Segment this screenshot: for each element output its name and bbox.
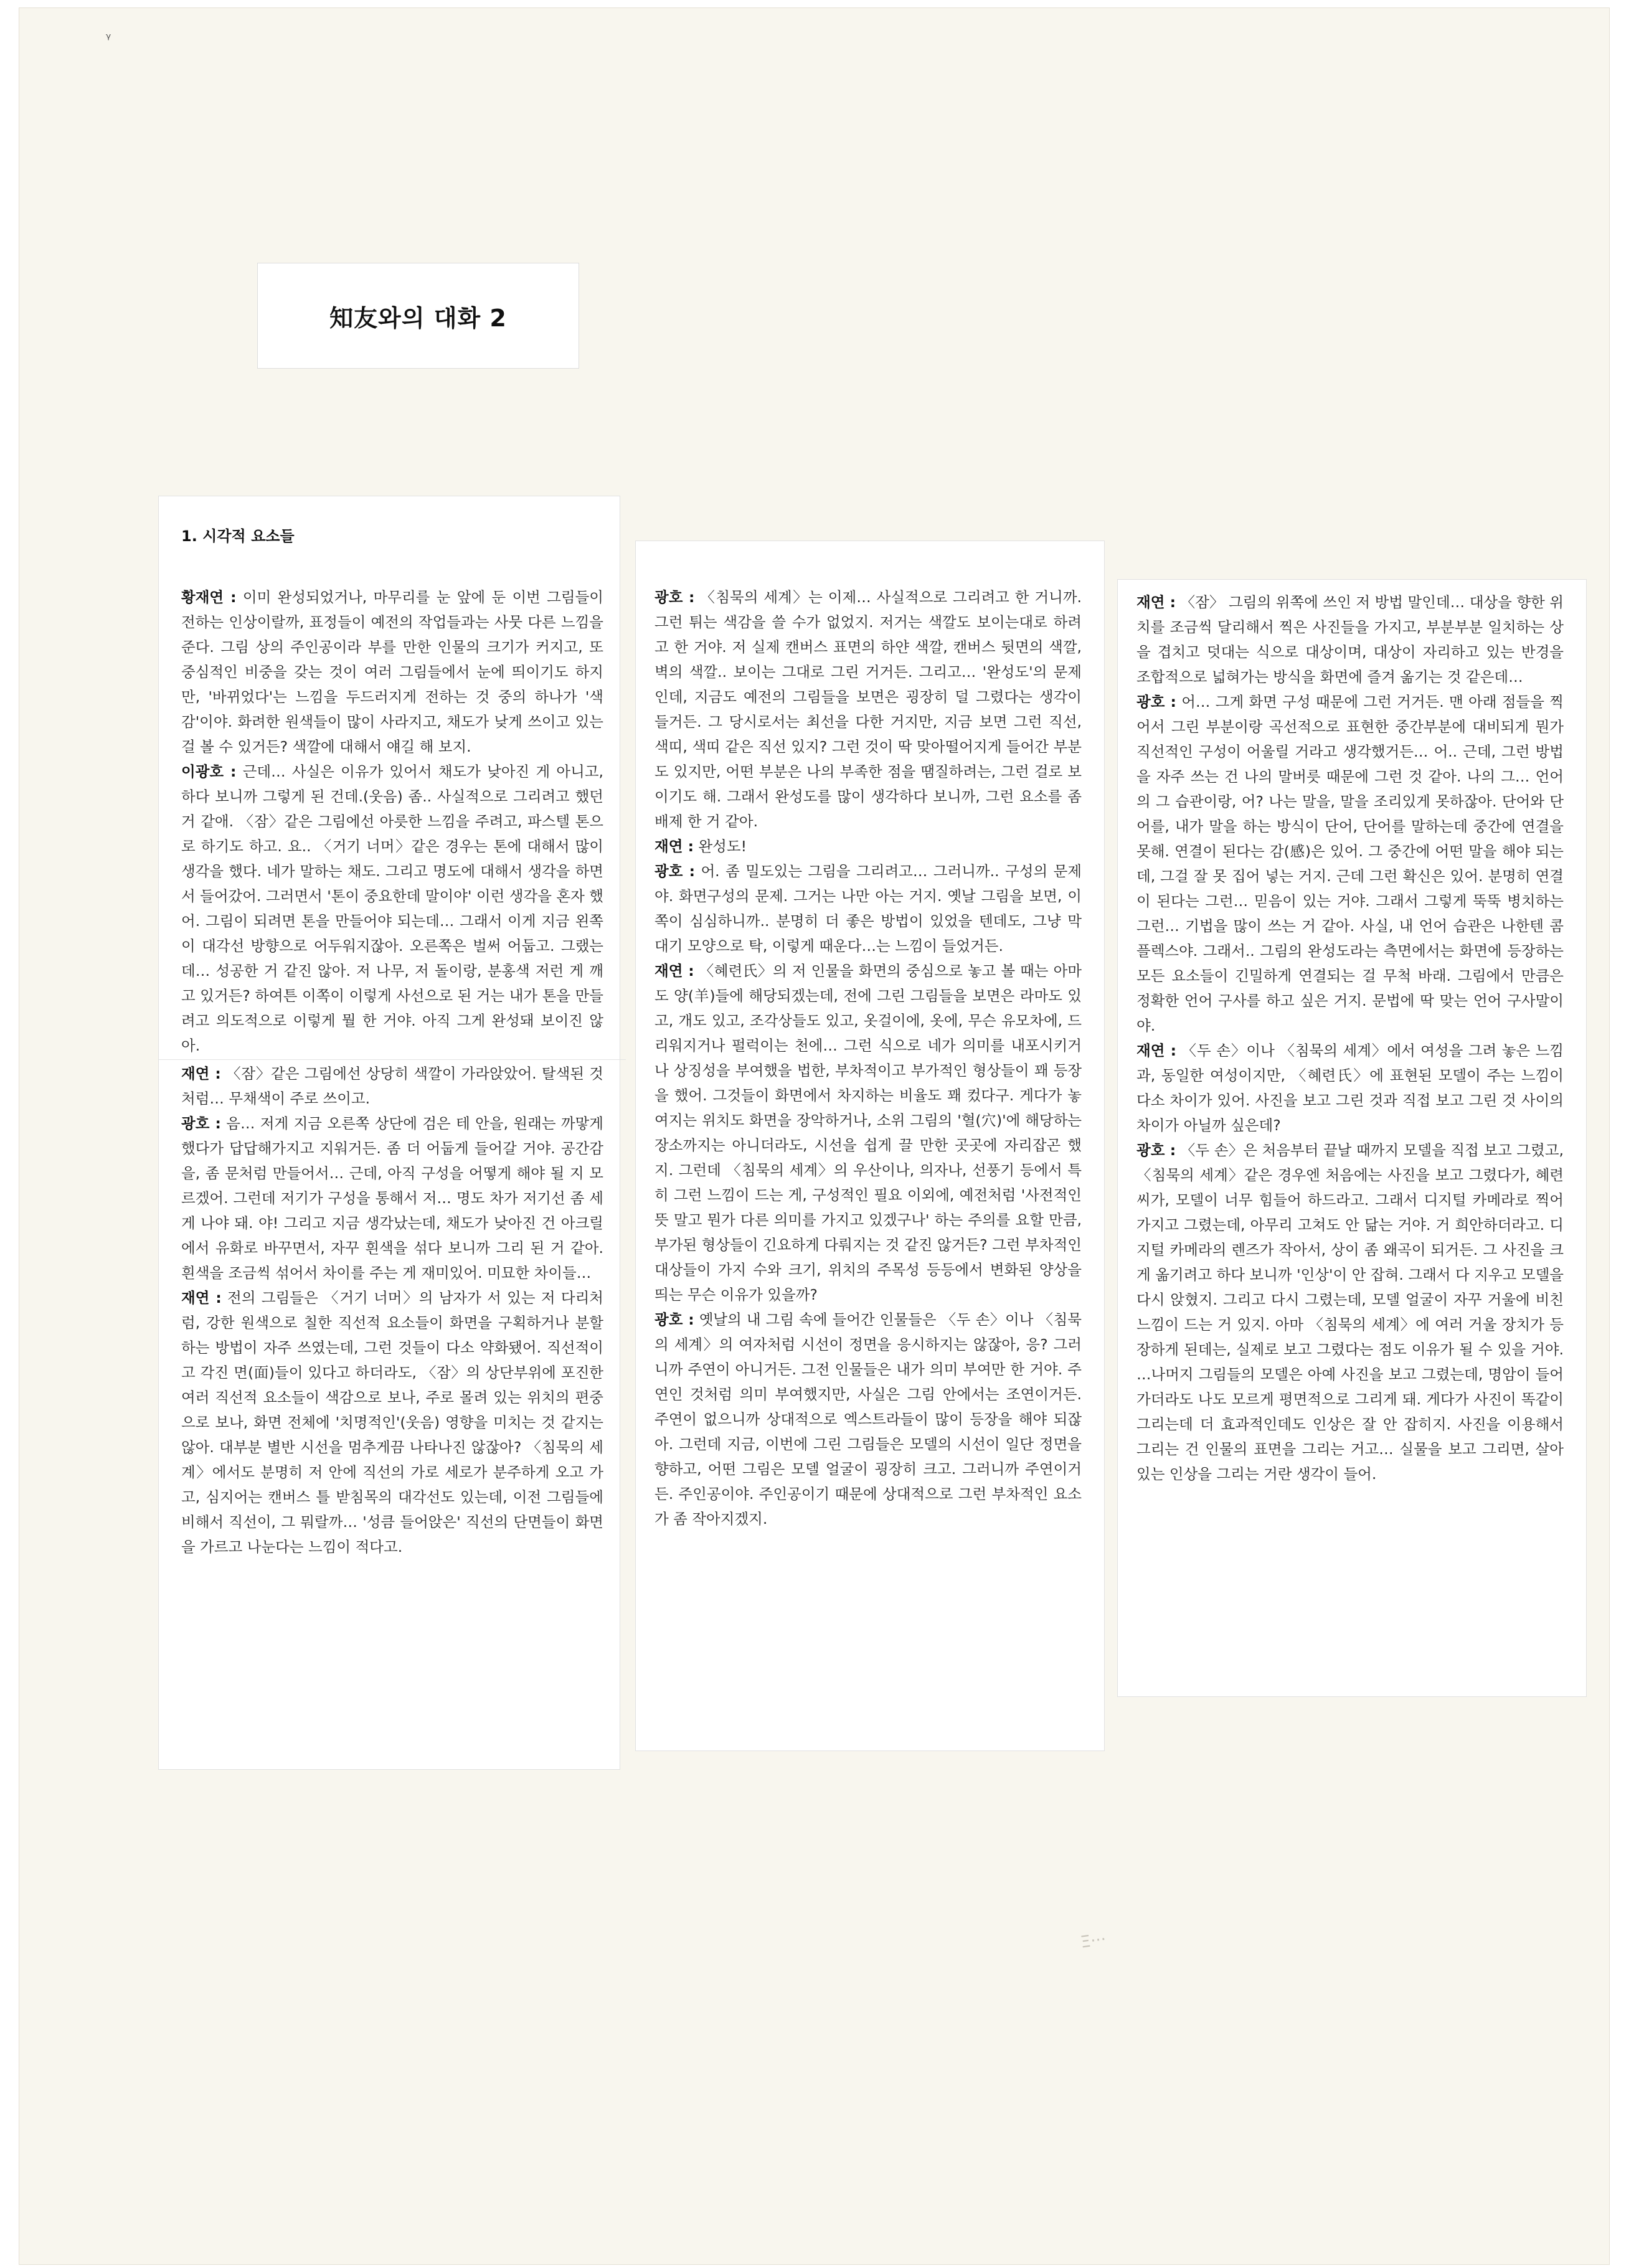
clipping-seam: [159, 1059, 626, 1060]
speaker-label: 재연 :: [1136, 593, 1176, 611]
text-column-3: [1117, 579, 1587, 1697]
corner-mark: ᵞ: [106, 31, 111, 47]
speaker-label: 재연 :: [181, 1289, 222, 1306]
dialogue-text: 옛날의 내 그림 속에 들어간 인물들은 〈두 손〉이나 〈침묵의 세계〉의 여자처럼 시선이 정면을 응시하지는 않잖아, 응? 그러니까 주연이 아니거든. 그전 인물들은 내가 의미 부여만 한 거야. 주연인 것처럼 의미 부여했지만, 사실은 그림 안에서는 조연이거든. 주연이 없으니까 상대적으로 엑스트라들이 많이 등장을 해야 되잖아. 그런데 지금, 이번에 그린 그림들은 모델의 시선이 일단 정면을 향하고, 어떤 그림은 모델 얼굴이 굉장히 크고. 그러니까 주연이거든. 주인공이야. 주인공이기 때문에 상대적으로 그런 부차적인 요소가 좀 작아지겠지.: [654, 1311, 1082, 1528]
dialogue-paragraph: [1136, 590, 1564, 689]
dialogue-text: 전의 그림들은 〈거기 너머〉의 남자가 서 있는 저 다리처럼, 강한 원색으로 칠한 직선적 요소들이 화면을 구획하거나 분할하는 방법이 자주 쓰였는데, 그런 것들이 다소 약화됐어. 직선적이고 각진 면(面)들이 있다고 하더라도, 〈잠〉의 상단부위에 포진한 여러 직선적 요소들이 색감으로 보나, 주로 몰려 있는 위치의 편중으로 보나, 화면 전체에 '치명적인'(웃음) 영향을 미치는 것 같지는 않아. 대부분 별반 시선을 멈추게끔 나타나진 않잖아? 〈침묵의 세계〉에서도 분명히 저 안에 직선의 가로 세로가 분주하게 오고 가고, 심지어는 캔버스 틀 받침목의 대각선도 있는데, 이전 그림들에 비해서 직선이, 그 뭐랄까… '성큼 들어앉은' 직선의 단면들이 화면을 가르고 나눈다는 느낌이 적다고.: [181, 1289, 603, 1556]
pencil-note: Ξ···: [1079, 1930, 1108, 1952]
dialogue-paragraph: [181, 585, 603, 759]
dialogue-paragraph: [1136, 689, 1564, 1038]
dialogue-text: 〈두 손〉이나 〈침묵의 세계〉에서 여성을 그려 놓은 느낌과, 동일한 여성이지만, 〈혜련氏〉에 표현된 모델이 주는 느낌이 다소 차이가 있어. 사진을 보고 그린 것과 직접 보고 그린 것 사이의 차이가 아닐까 싶은데?: [1136, 1042, 1564, 1134]
speaker-label: 재연 :: [181, 1065, 221, 1082]
speaker-label: 광호 :: [654, 588, 695, 606]
text-column-2: [635, 541, 1105, 1751]
speaker-label: 광호 :: [181, 1115, 221, 1132]
dialogue-text: 〈침묵의 세계〉는 이제… 사실적으로 그리려고 한 거니까. 그런 튀는 색감을 쓸 수가 없었지. 저거는 색깔도 보이는대로 하려고 한 거야. 저 실제 캔버스 표면의 하얀 색깔, 캔버스 뒷면의 색깔, 벽의 색깔.. 보이는 그대로 그린 거거든. 그리고… '완성도'의 문제인데, 지금도 예전의 그림들을 보면은 굉장히 덜 그렸다는 생각이 들거든. 그 당시로서는 최선을 다한 거지만, 지금 보면 그런 직선, 색띠, 색띠 같은 직선 있지? 그런 것이 딱 맞아떨어지게 들어간 부분도 있지만, 어떤 부분은 나의 부족한 점을 땜질하려는, 그런 걸로 보이기도 해. 그래서 완성도를 많이 생각하다 보니까, 그런 요소를 좀 배제 한 거 같아.: [654, 588, 1082, 830]
dialogue-text: 근데… 사실은 이유가 있어서 채도가 낮아진 게 아니고, 하다 보니까 그렇게 된 건데.(웃음) 좀.. 사실적으로 그리려고 했던 거 같애. 〈잠〉같은 그림에선 아릇한 느낌을 주려고, 파스텔 톤으로 하기도 하고. 요.. 〈거기 너머〉같은 경우는 톤에 대해서 많이 생각을 했다. 네가 말하는 채도. 그리고 명도에 대해서 생각을 하면서 들어갔어. 그러면서 '톤이 중요한데 말이야' 이런 생각을 혼자 했어. 그림이 되려면 톤을 만들어야 되는데… 그래서 이게 지금 왼쪽이 대각선 방향으로 어두워지잖아. 오른쪽은 벌써 어둡고. 그랬는데… 성공한 거 같진 않아. 저 나무, 저 돌이랑, 분홍색 저런 게 깨고 있거든? 하여튼 이쪽이 이렇게 사선으로 된 거는 내가 톤을 만들려고 의도적으로 이렇게 뭘 한 거야. 아직 그게 완성돼 보이진 않아.: [181, 763, 603, 1054]
dialogue-paragraph: [654, 958, 1082, 1307]
speaker-label: 재연 :: [654, 838, 694, 855]
dialogue-paragraph: [181, 759, 603, 1058]
dialogue-text: 음… 저게 지금 오른쪽 상단에 검은 테 안을, 원래는 까맣게 했다가 답답해가지고 지워거든. 좀 더 어둡게 들어갈 거야. 공간감을, 좀 문처럼 만들어서… 근데, 아직 구성을 어떻게 해야 될 지 모르겠어. 그런데 저기가 구성을 통해서 저… 명도 차가 저기선 좀 세게 나야 돼. 야! 그리고 지금 생각났는데, 채도가 낮아진 건 아크릴에서 유화로 바꾸면서, 자꾸 흰색을 섞다 보니까 그리 된 거 같아. 흰색을 조금씩 섞어서 차이를 주는 게 재미있어. 미묘한 차이들…: [181, 1115, 603, 1282]
dialogue-text: 어… 그게 화면 구성 때문에 그런 거거든. 맨 아래 점들을 찍어서 그린 부분이랑 곡선적으로 표현한 중간부분에 대비되게 뭔가 직선적인 구성이 어울릴 거라고 생각했거든… 어.. 근데, 그런 방법을 자주 쓰는 건 나의 말버릇 때문에 그런 것 같아. 나의 그… 언어의 그 습관이랑, 어? 나는 말을, 말을 조리있게 못하잖아. 단어와 단어를, 내가 말을 하는 방식이 단어, 단어를 말하는데 중간에 연결을 못해. 연결이 된다는 감(感)은 있어. 그 중간에 어떤 말을 해야 되는데, 그걸 잘 못 집어 넣는 거지. 근데 그런 확신은 있어. 분명히 연결이 된다는 그런… 믿음이 있는 거야. 그래서 그렇게 뚝뚝 병치하는 그런… 기법을 많이 쓰는 거 같아. 사실, 내 언어 습관은 나한텐 콤플렉스야. 그래서.. 그림의 완성도라는 측면에서는 화면에 등장하는 모든 요소들이 긴밀하게 연결되는 걸 무척 바래. 그림에서 만큼은 정확한 언어 구사를 하고 싶은 거지. 문법에 딱 맞는 언어 구사말이야.: [1136, 693, 1564, 1034]
title-card: [257, 263, 579, 369]
dialogue-text: 〈잠〉같은 그림에선 상당히 색깔이 가라앉았어. 탈색된 것처럼… 무채색이 주로 쓰이고.: [181, 1065, 603, 1107]
speaker-label: 광호 :: [654, 1311, 694, 1328]
speaker-label: 광호 :: [1136, 1141, 1176, 1159]
dialogue-text: 완성도!: [698, 838, 747, 855]
page-title: 知友와의 대화 2: [329, 304, 507, 332]
speaker-label: 재연 :: [654, 962, 694, 980]
mounting-board: [19, 7, 1610, 2265]
speaker-label: 이광호 :: [181, 763, 237, 780]
dialogue-text: 〈두 손〉은 처음부터 끝날 때까지 모델을 직접 보고 그렸고, 〈침묵의 세계〉같은 경우엔 처음에는 사진을 보고 그렸다가, 혜련씨가, 모델이 너무 힘들어 하드라고. 그래서 디지털 카메라로 찍어 가지고 그렸는데, 아무리 고쳐도 안 닮는 거야. 거 희안하더라고. 디지털 카메라의 렌즈가 작아서, 상이 좀 왜곡이 되거든. 그 사진을 크게 옮기려고 하다 보니까 '인상'이 안 잡혀. 그래서 다 지우고 모델을 다시 앉혔지. 그리고 다시 그렸는데, 모델 얼굴이 자꾸 거울에 비친 느낌이 드는 거 있지. 아마 〈침묵의 세계〉에 여러 거울 장치가 등장하게 된데는, 실제로 보고 그렸다는 점도 이유가 될 수 있을 거야. …나머지 그림들의 모델은 아예 사진을 보고 그렸는데, 명암이 들어가더라도 나도 모르게 평면적으로 그리게 돼. 게다가 사진이 똑같이 그리는데 더 효과적인데도 인상은 잘 안 잡히지. 사진을 이용해서 그리는 건 인물의 표면을 그리는 거고… 실물을 보고 그리면, 살아 있는 인상을 그리는 거란 생각이 들어.: [1136, 1141, 1564, 1483]
speaker-label: 광호 :: [1136, 693, 1176, 711]
text-column-1: [158, 496, 620, 1770]
dialogue-paragraph: [654, 585, 1082, 834]
dialogue-paragraph: [181, 1285, 603, 1559]
speaker-label: 황재연 :: [181, 588, 237, 606]
dialogue-text: 이미 완성되었거나, 마무리를 눈 앞에 둔 이번 그림들이 전하는 인상이랄까, 표정들이 예전의 작업들과는 사뭇 다른 느낌을 준다. 그림 상의 주인공이라 부를 만한 인물의 크기가 커지고, 또 중심적인 비중을 갖는 것이 여러 그림들에서 눈에 띄이기도 하지만, '바뀌었다'는 느낌을 두드러지게 전하는 것 중의 하나가 '색감'이야. 화려한 원색들이 많이 사라지고, 채도가 낮게 쓰이고 있는 걸 볼 수 있거든? 색깔에 대해서 얘길 해 보지.: [181, 588, 603, 755]
section-heading: 1. 시각적 요소들: [181, 527, 295, 545]
dialogue-paragraph: [654, 834, 1082, 859]
dialogue-paragraph: [654, 859, 1082, 958]
dialogue-text: 어. 좀 밀도있는 그림을 그리려고… 그러니까.. 구성의 문제야. 화면구성의 문제. 그거는 나만 아는 거지. 옛날 그림을 보면, 이쪽이 심심하니까.. 분명히 더 좋은 방법이 있었을 텐데도, 그냥 막 대기 모양으로 탁, 이렇게 때운다…는 느낌이 들었거든.: [654, 862, 1082, 955]
dialogue-paragraph: [181, 1111, 603, 1285]
dialogue-text: 〈혜련氏〉의 저 인물을 화면의 중심으로 놓고 볼 때는 아마도 양(羊)들에 해당되겠는데, 전에 그린 그림들을 보면은 라마도 있고, 개도 있고, 조각상들도 있고, 옷걸이에, 옷에, 무슨 유모차에, 드리워지거나 펄럭이는 천에… 그런 식으로 네가 의미를 내포시키거나 상징성을 부여했을 법한, 부차적이고 부가적인 형상들이 꽤 등장을 했어. 그것들이 화면에서 차지하는 비율도 꽤 컸다구. 게다가 놓여지는 위치도 화면을 장악하거나, 소위 그림의 '혈(穴)'에 해당하는 장소까지는 아니더라도, 시선을 쉽게 끌 만한 곳곳에 자리잡곤 했지. 그런데 〈침묵의 세계〉의 우산이나, 의자나, 선풍기 등에서 특히 그런 느낌이 드는 게, 구성적인 필요 이외에, 예전처럼 '사전적인 뜻 말고 뭔가 다른 의미를 가지고 있겠구나' 하는 주의를 요할 만큼, 부가된 형상들이 긴요하게 다뤄지는 것 같진 않거든? 그런 부차적인 대상들이 가지 수와 크기, 위치의 주목성 등등에서 변화된 양상을 띄는 무슨 이유가 있을까?: [654, 962, 1082, 1303]
dialogue-paragraph: [1136, 1038, 1564, 1138]
dialogue-paragraph: [1136, 1138, 1564, 1486]
dialogue-text: 〈잠〉 그림의 위쪽에 쓰인 저 방법 말인데… 대상을 향한 위치를 조금씩 달리해서 찍은 사진들을 가지고, 부분부분 일치하는 상을 겹치고 덧대는 식으로 대상이며, 대상이 자리하고 있는 반경을 조합적으로 넓혀가는 방식을 화면에 즐겨 옮기는 것 같은데…: [1136, 593, 1564, 686]
speaker-label: 재연 :: [1136, 1042, 1176, 1059]
speaker-label: 광호 :: [654, 862, 695, 880]
dialogue-paragraph: [181, 1061, 603, 1111]
dialogue-paragraph: [654, 1307, 1082, 1531]
